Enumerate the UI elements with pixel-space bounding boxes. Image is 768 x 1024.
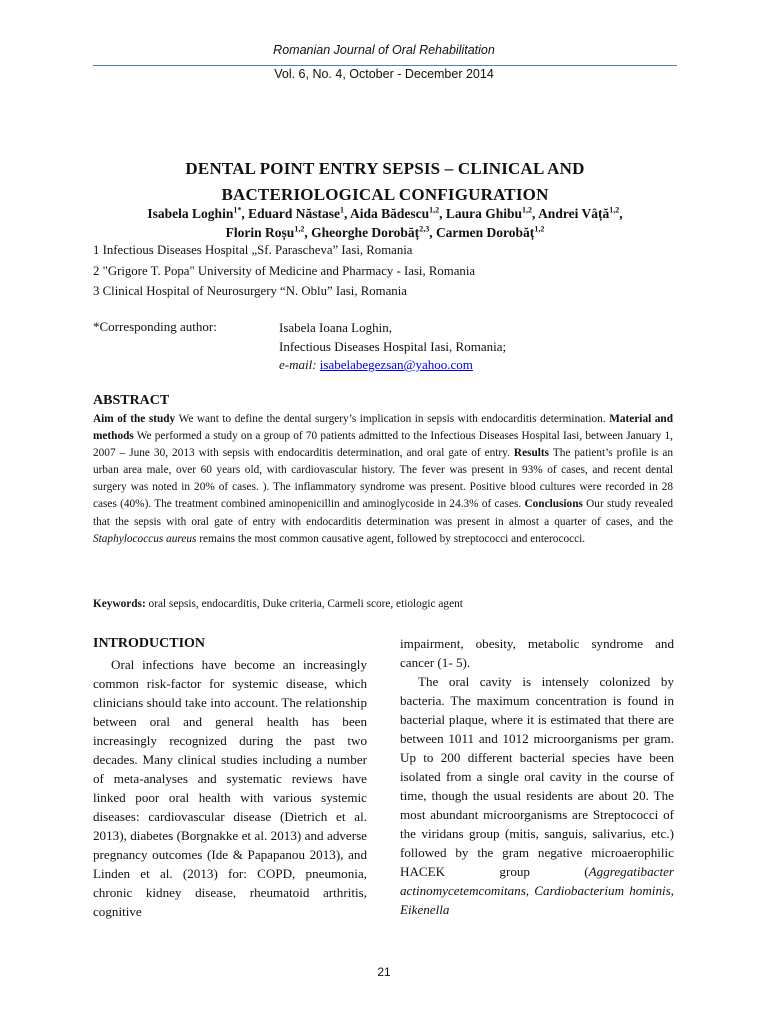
paragraph-2-text: The oral cavity is intensely colonized by bacteria. The maximum concentration is found in bacterial plaque, where it is estimated that there are between 1011 and 1012 microorganisms per gram. Up to 200 different bacterial species have been isolated from a single oral cavity in the course of time, though the usual residents are about 20. The most abundant microorganisms are Streptococci of the viridans group (mitis, sanguis, salivarius, etc.) followed by the gram negative microaerophilic HACEK group ( [400, 674, 674, 879]
author-line-1: Isabela Loghin$^{1*}$, Eduard Năstase$^1$, Aida Bădescu$^{1,2}$, Laura Ghibu$^{1,2}$, Andrei Vâță$^{1,2}$, [147, 205, 623, 221]
abstract-conclusions-label: Conclusions [524, 498, 583, 511]
abstract-heading: ABSTRACT [93, 393, 170, 408]
keywords-label: Keywords: [93, 598, 146, 610]
corresponding-email-line [279, 356, 506, 375]
author-affiliation-mark: 1* [233, 205, 242, 215]
introduction-heading: INTRODUCTION [93, 636, 206, 651]
author-affiliation-mark: 1,2 [294, 224, 305, 234]
abstract-aim-text: We want to define the dental surgery’s implication in sepsis with endocarditis determination. [175, 413, 606, 425]
author-affiliation-mark: 2,3 [419, 224, 430, 234]
affiliation-2: 2 "Grigore T. Popa" University of Medicine and Pharmacy - Iasi, Romania [93, 264, 476, 278]
affiliation-3: 3 Clinical Hospital of Neurosurgery “N. Oblu” Iasi, Romania [93, 284, 407, 298]
corresponding-author-label: *Corresponding author: [93, 319, 217, 334]
journal-name: Romanian Journal of Oral Rehabilitation [273, 43, 495, 57]
abstract-species-name: Staphylococcus aureus [93, 532, 197, 545]
right-column [400, 634, 674, 919]
left-column [93, 634, 367, 921]
author-name: Aida Bădescu [349, 206, 430, 221]
abstract-conclusions-text-end: remains the most common causative agent, followed by streptococci and enterococci. [196, 532, 586, 545]
abstract-results-label: Results [513, 447, 550, 460]
author-name: Florin Roșu [225, 225, 295, 240]
keywords-text: oral sepsis, endocarditis, Duke criteria, Carmeli score, etiologic agent [145, 598, 463, 610]
title-line-1: DENTAL POINT ENTRY SEPSIS – CLINICAL AND [185, 159, 585, 178]
introduction-paragraph-1: Oral infections have become an increasingly common risk-factor for systemic disease, which clinicians should take into account. The relationship between oral and general health has been increasingly recognized during the past two decades. Many clinical studies including a number of meta-analyses and systematic reviews have linked poor oral health with various systemic diseases: cardiovascular disease (Dietrich et al. 2013), diabetes (Borgnakke et al. 2013) and adverse pregnancy outcomes (Ide & Papapanou 2013), and Linden et al. (2013) for: COPD, pneumonia, chronic kidney disease, rheumatoid arthritis, cognitive [93, 657, 367, 919]
keywords [93, 598, 463, 610]
author-affiliation-mark: 1,2 [429, 205, 440, 215]
abstract-results-text: The patient’s profile is an urban area male, over 60 years old, with cardiovascular history. The fever was present in 93% of cases, and recent dental surgery was noted in 20% of cases. ). The inflammatory syndrome was present. Positive blood cultures were recorded in 28 cases (40%). The treatment combined aminopenicillin and aminoglycoside in 24.3% of cases. [93, 447, 673, 511]
email-link[interactable]: isabelabegezsan@yahoo.com [319, 357, 473, 372]
corresponding-name: Isabela Ioana Loghin, [279, 320, 392, 335]
abstract-conclusions-text: Our study revealed that the sepsis with oral gate of entry with endocarditis determination was present in almost a quarter of cases, and the [93, 498, 673, 528]
volume-info: Vol. 6, No. 4, October - December 2014 [274, 67, 494, 81]
author-list [93, 204, 677, 242]
email-label: e-mail: [279, 357, 317, 372]
title-line-2: BACTERIOLOGICAL CONFIGURATION [221, 185, 549, 204]
page-number: 21 [377, 965, 391, 979]
corresponding-author-details [279, 319, 506, 375]
introduction-paragraph-2 [400, 672, 674, 919]
author-name: Laura Ghibu [445, 206, 523, 221]
abstract-methods-text: We performed a study on a group of 70 patients admitted to the Infectious Diseases Hospital Iasi, between January 1, 2007 – June 30, 2013 with sepsis with endocarditis determination, and oral gate of entry. [93, 430, 673, 460]
author-affiliation-mark: 1,2 [534, 224, 545, 234]
abstract-body [93, 411, 673, 548]
abstract-aim-label: Aim of the study [93, 413, 176, 425]
author-name: Eduard Năstase [248, 206, 340, 221]
corresponding-institution: Infectious Diseases Hospital Iasi, Romania; [279, 338, 507, 354]
author-name: Isabela Loghin [147, 206, 234, 221]
author-affiliation-mark: 1 [339, 205, 344, 215]
author-line-2: Florin Roșu$^{1,2}$, Gheorghe Dorobăț$^{2,3}$, Carmen Dorobăț$^{1,2}$ [225, 224, 545, 240]
author-affiliation-mark: 1,2 [522, 205, 533, 215]
abstract-methods-label: Material and methods [93, 413, 673, 443]
paper-title [93, 156, 677, 208]
affiliation-1: 1 Infectious Diseases Hospital „Sf. Parascheva” Iasi, Romania [93, 243, 413, 257]
author-name: Gheorghe Dorobăț [311, 225, 420, 240]
header-divider [93, 65, 677, 66]
introduction-continuation: impairment, obesity, metabolic syndrome and cancer (1- 5). [400, 636, 674, 670]
author-affiliation-mark: 1,2 [609, 205, 620, 215]
bacteria-species-list: Aggregatibacter actinomycetemcomitans, Cardiobacterium hominis, Eikenella [400, 864, 674, 917]
author-name: Andrei Vâță [538, 206, 610, 221]
author-name: Carmen Dorobăț [435, 225, 535, 240]
